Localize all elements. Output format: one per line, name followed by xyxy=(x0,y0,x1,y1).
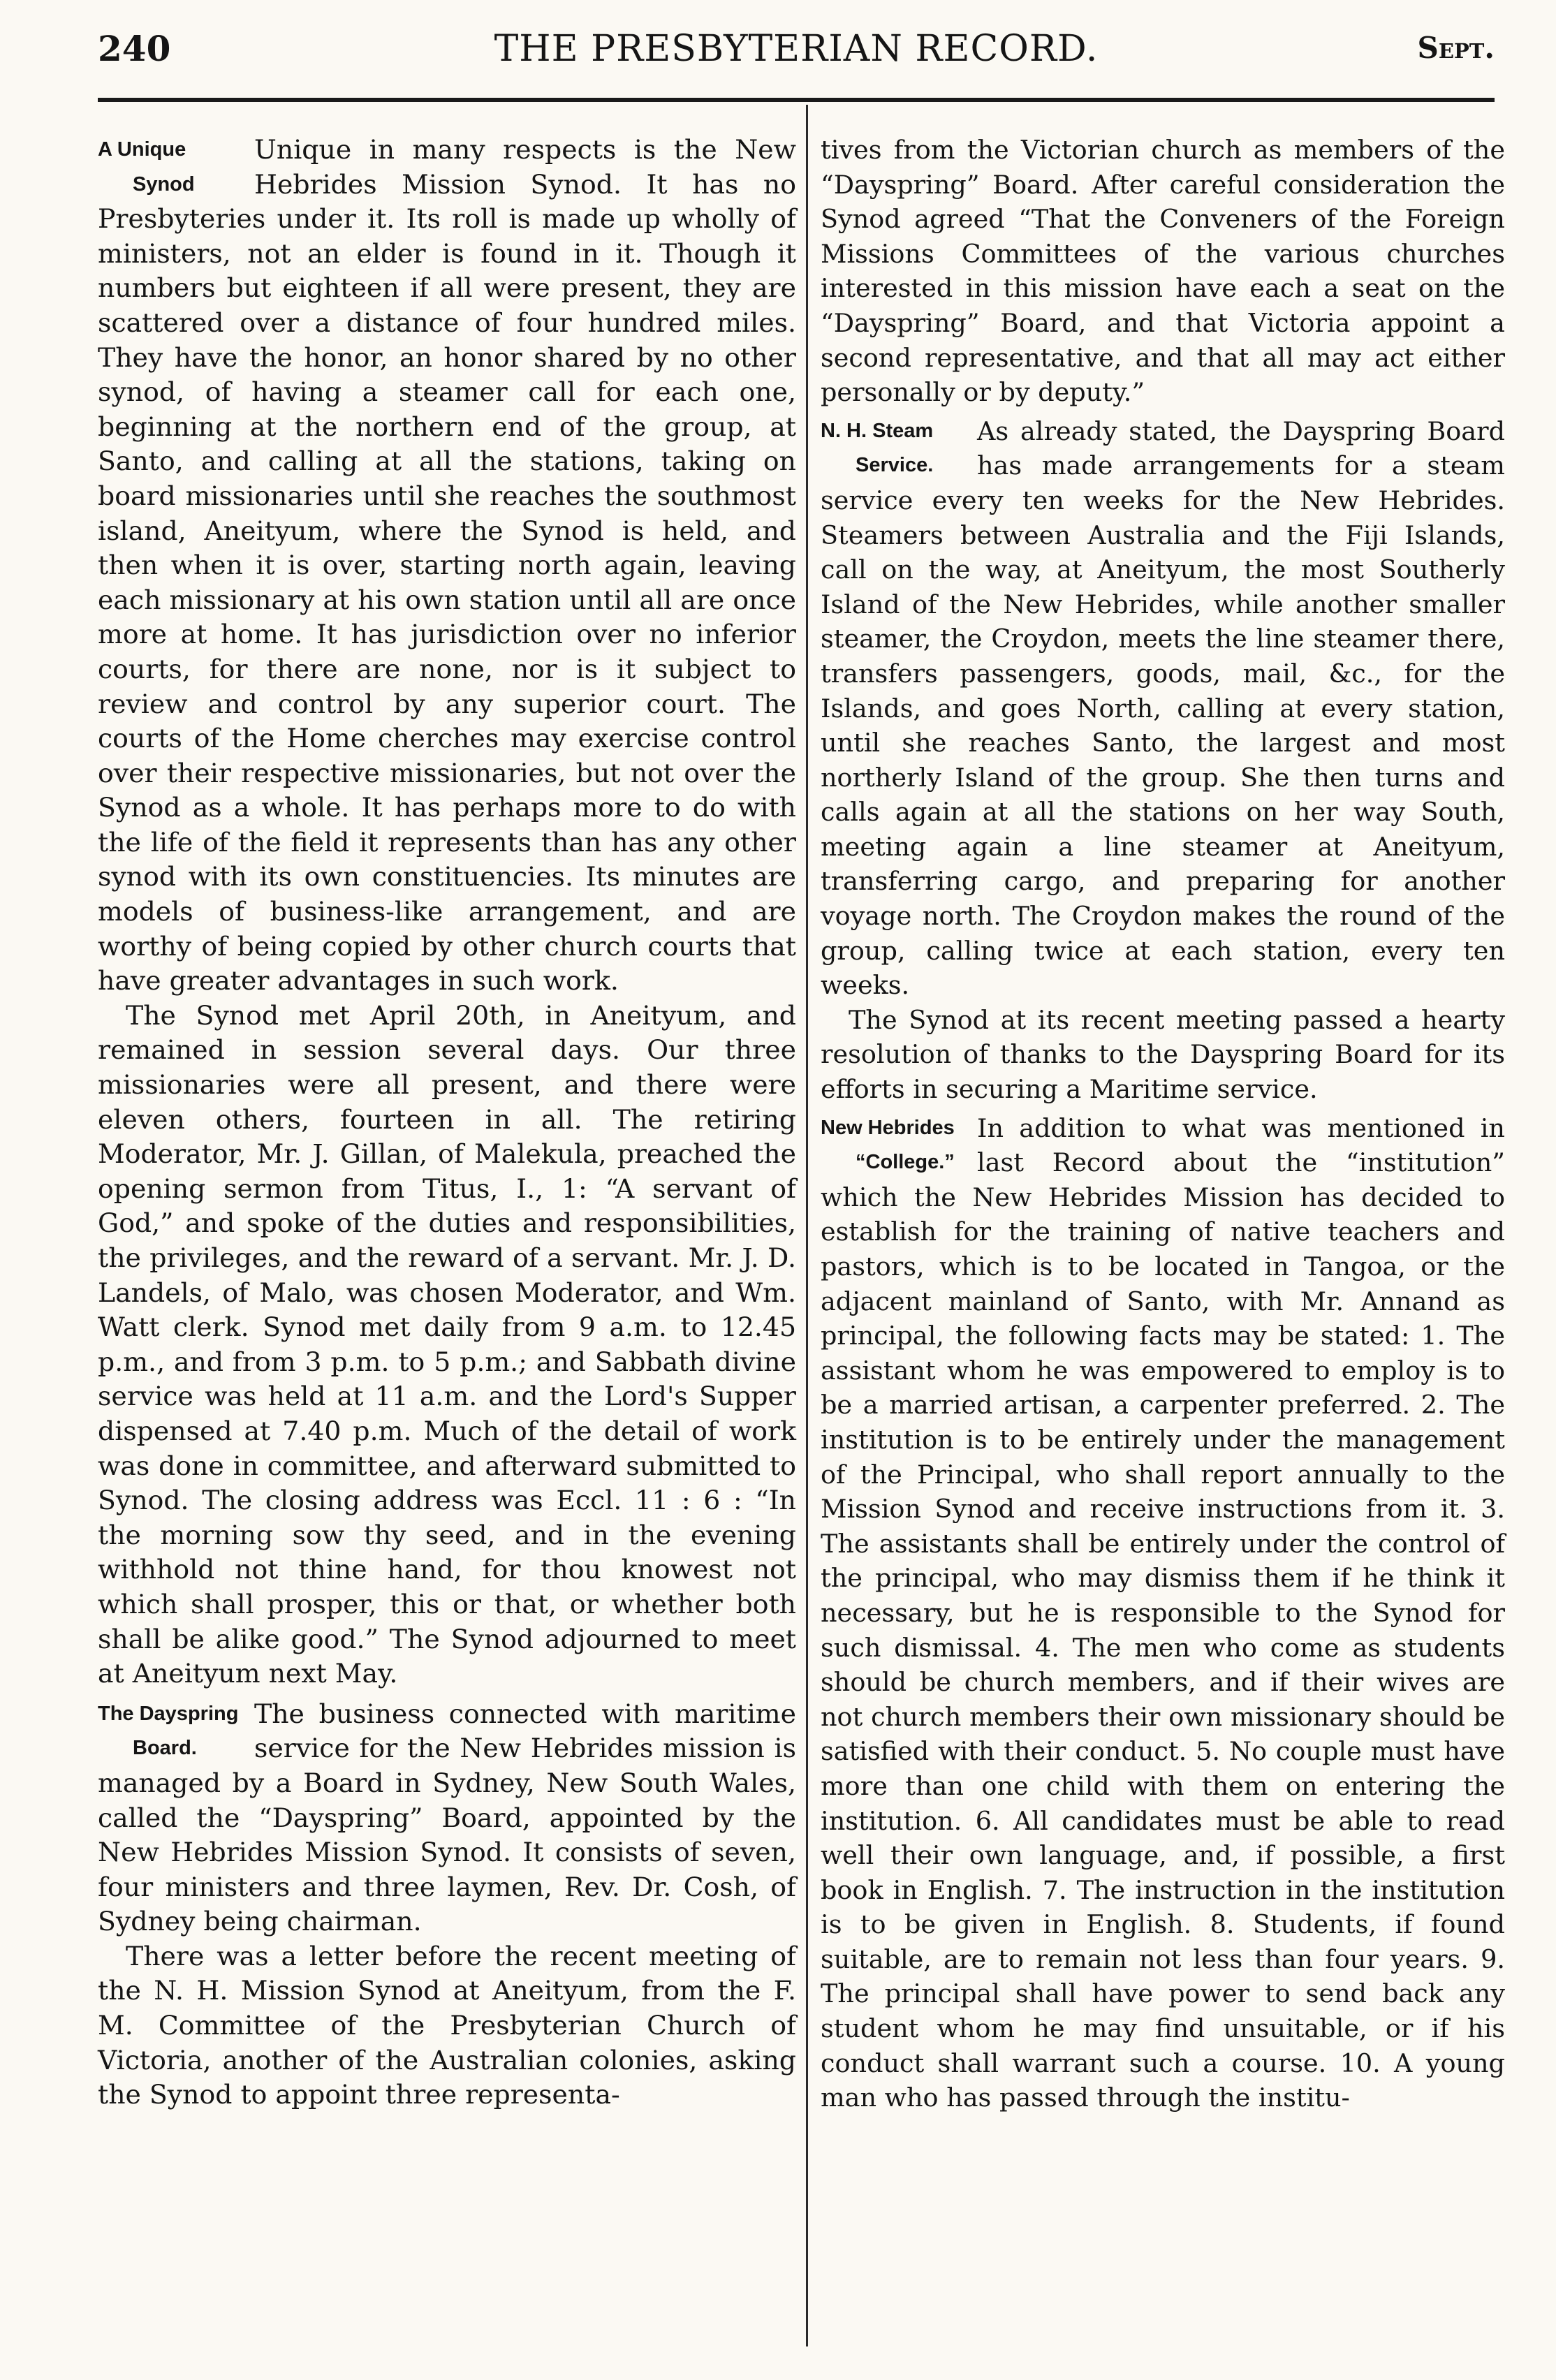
page-header xyxy=(98,28,1495,84)
sidehead-line-2: Board. xyxy=(133,1737,197,1760)
sidehead-unique-synod xyxy=(98,133,244,202)
left-column xyxy=(98,133,796,2113)
section-steam-service xyxy=(821,414,1505,1003)
column-divider xyxy=(806,105,808,2346)
sidehead-steam-service xyxy=(821,414,967,483)
sidehead-dayspring-board xyxy=(98,1697,244,1766)
issue-month: Sept. xyxy=(1417,31,1495,65)
section-dayspring-board xyxy=(98,1697,796,1939)
paragraph-continued: tives from the Victorian church as members of the “Dayspring” Board. After careful consideration the Synod agreed “That the Conveners of the Foreign Missions Committees of the various churches interested in this mission have each a seat on the “Dayspring” Board, and that Victoria appoint a second representative, and that all may act either personally or by deputy.” xyxy=(821,135,1505,408)
paragraph-text: The business connected with maritime service for the New Hebrides mission is managed by a Board in Sydney, New South Wales, called the “Dayspring” Board, appointed by the New Hebrides Mission Synod. It consists of seven, four ministers and three laymen, Rev. Dr. Cosh, of Sydney being chairman. xyxy=(98,1698,796,1937)
sidehead-line-2: Synod xyxy=(133,172,195,196)
paragraph-victoria-letter: There was a letter before the recent meeting of the N. H. Mission Synod at Aneityum, from the F. M. Committee of the Presbyterian Church of Victoria, another of the Australian colonies, asking the Synod to appoint three representa- xyxy=(98,1940,796,2110)
sidehead-line-2: “College.” xyxy=(856,1151,955,1174)
header-rule xyxy=(98,98,1495,102)
sidehead-line-1: The Dayspring xyxy=(98,1702,239,1725)
sidehead-line-1: N. H. Steam xyxy=(821,419,934,442)
paragraph-synod-meeting: The Synod met April 20th, in Aneityum, and remained in session several days. Our three missionaries were all present, and there were eleven others, fourteen in all. The retiring Moderator, Mr. J. Gillan, of Malekula, preached the opening sermon from Titus, I., 1: “A servant of God,” and spoke of the duties and responsibilities, the privileges, and the reward of a servant. Mr. J. D. Landels, of Malo, was chosen Moderator, and Wm. Watt clerk. Synod met daily from 9 a.m. to 12.45 p.m., and from 3 p.m. to 5 p.m.; and Sabbath divine service was held at 11 a.m. and the Lord's Supper dispensed at 7.40 p.m. Much of the detail of work was done in committee, and afterward submitted to Synod. The closing address was Eccl. 11 : 6 : “In the morning sow thy seed, and in the evening withhold not thine hand, for thou knowest not which shall prosper, this or that, or whether both shall be alike good.” The Synod adjourned to meet at Aneityum next May. xyxy=(98,999,796,1689)
paragraph-text: In addition to what was mentioned in last Record about the “institution” which the New Hebrides Mission has decided to establish for the training of native teachers and pastors, which is to be located in Tangoa, or the adjacent mainland of Santo, with Mr. Annand as principal, the following facts may be stated: 1. The assistant whom he was empowered to employ is to be a married artisan, a carpenter preferred. 2. The institution is to be entirely under the management of the Principal, who shall report annually to the Mission Synod and receive instructions from it. 3. The assistants shall be entirely under the control of the principal, who may dismiss them if he think it necessary, but he is responsible to the Synod for such dismissal. 4. The men who come as students should be church members, and if their wives are not church members their own missionary should be satisfied with their conduct. 5. No couple must have more than one child with them on entering the institution. 6. All candidates must be able to read well their own language, and, if possible, a first book in English. 7. The instruction in the institution is to be given in English. 8. Students, if found suitable, are to remain not less than four years. 9. The principal shall have power to send back any student whom he may find unsuitable, or if his conduct shall warrant such a course. 10. A young man who has passed through the institu- xyxy=(821,1112,1505,2113)
sidehead-line-2: Service. xyxy=(856,454,934,477)
page-number: 240 xyxy=(98,28,171,69)
paragraph-text: As already stated, the Dayspring Board has made arrangements for a steam service every ten weeks for the New Hebrides. Steamers between Australia and the Fiji Islands, call on the way, at Aneityum, the most Southerly Island of the New Hebrides, while another smaller steamer, the Croydon, meets the line steamer there, transfers passengers, goods, mail, &c., for the Islands, and goes North, calling at every station, until she reaches Santo, the largest and most northerly Island of the group. She then turns and calls again at all the stations on her way South, meeting again a line steamer at Aneityum, transferring cargo, and preparing for another voyage north. The Croydon makes the round of the group, calling twice at each station, every ten weeks. xyxy=(821,416,1505,1001)
sidehead-line-1: New Hebrides xyxy=(821,1116,955,1139)
sidehead-college xyxy=(821,1111,967,1180)
sidehead-line-1: A Unique xyxy=(98,138,186,161)
publication-title: THE PRESBYTERIAN RECORD. xyxy=(494,28,1099,70)
right-column xyxy=(821,133,1505,2115)
paragraph-resolution: The Synod at its recent meeting passed a hearty resolution of thanks to the Dayspring Board for its efforts in securing a Maritime service. xyxy=(821,1004,1505,1105)
section-college xyxy=(821,1111,1505,2115)
section-unique-synod xyxy=(98,133,796,999)
paragraph-text: Unique in many respects is the New Hebrides Mission Synod. It has no Presbyteries under it. Its roll is made up wholly of ministers, not an elder is found in it. Though it numbers but eighteen if all were present, they are scattered over a distance of four hundred miles. They have the honor, an honor shared by no other synod, of having a steamer call for each one, beginning at the northern end of the group, at Santo, and calling at all the stations, taking on board missionaries until she reaches the southmost island, Aneityum, where the Synod is held, and then when it is over, starting north again, leaving each missionary at his own station until all are once more at home. It has jurisdiction over no inferior courts, for there are none, nor is it subject to review and control by any superior court. The courts of the Home cherches may exercise control over their respective missionaries, but not over the Synod as a whole. It has perhaps more to do with the life of the field it represents than has any other synod with its own constituencies. Its minutes are models of business-like arrangement, and are worthy of being copied by other church courts that have greater advantages in such work. xyxy=(98,134,796,997)
